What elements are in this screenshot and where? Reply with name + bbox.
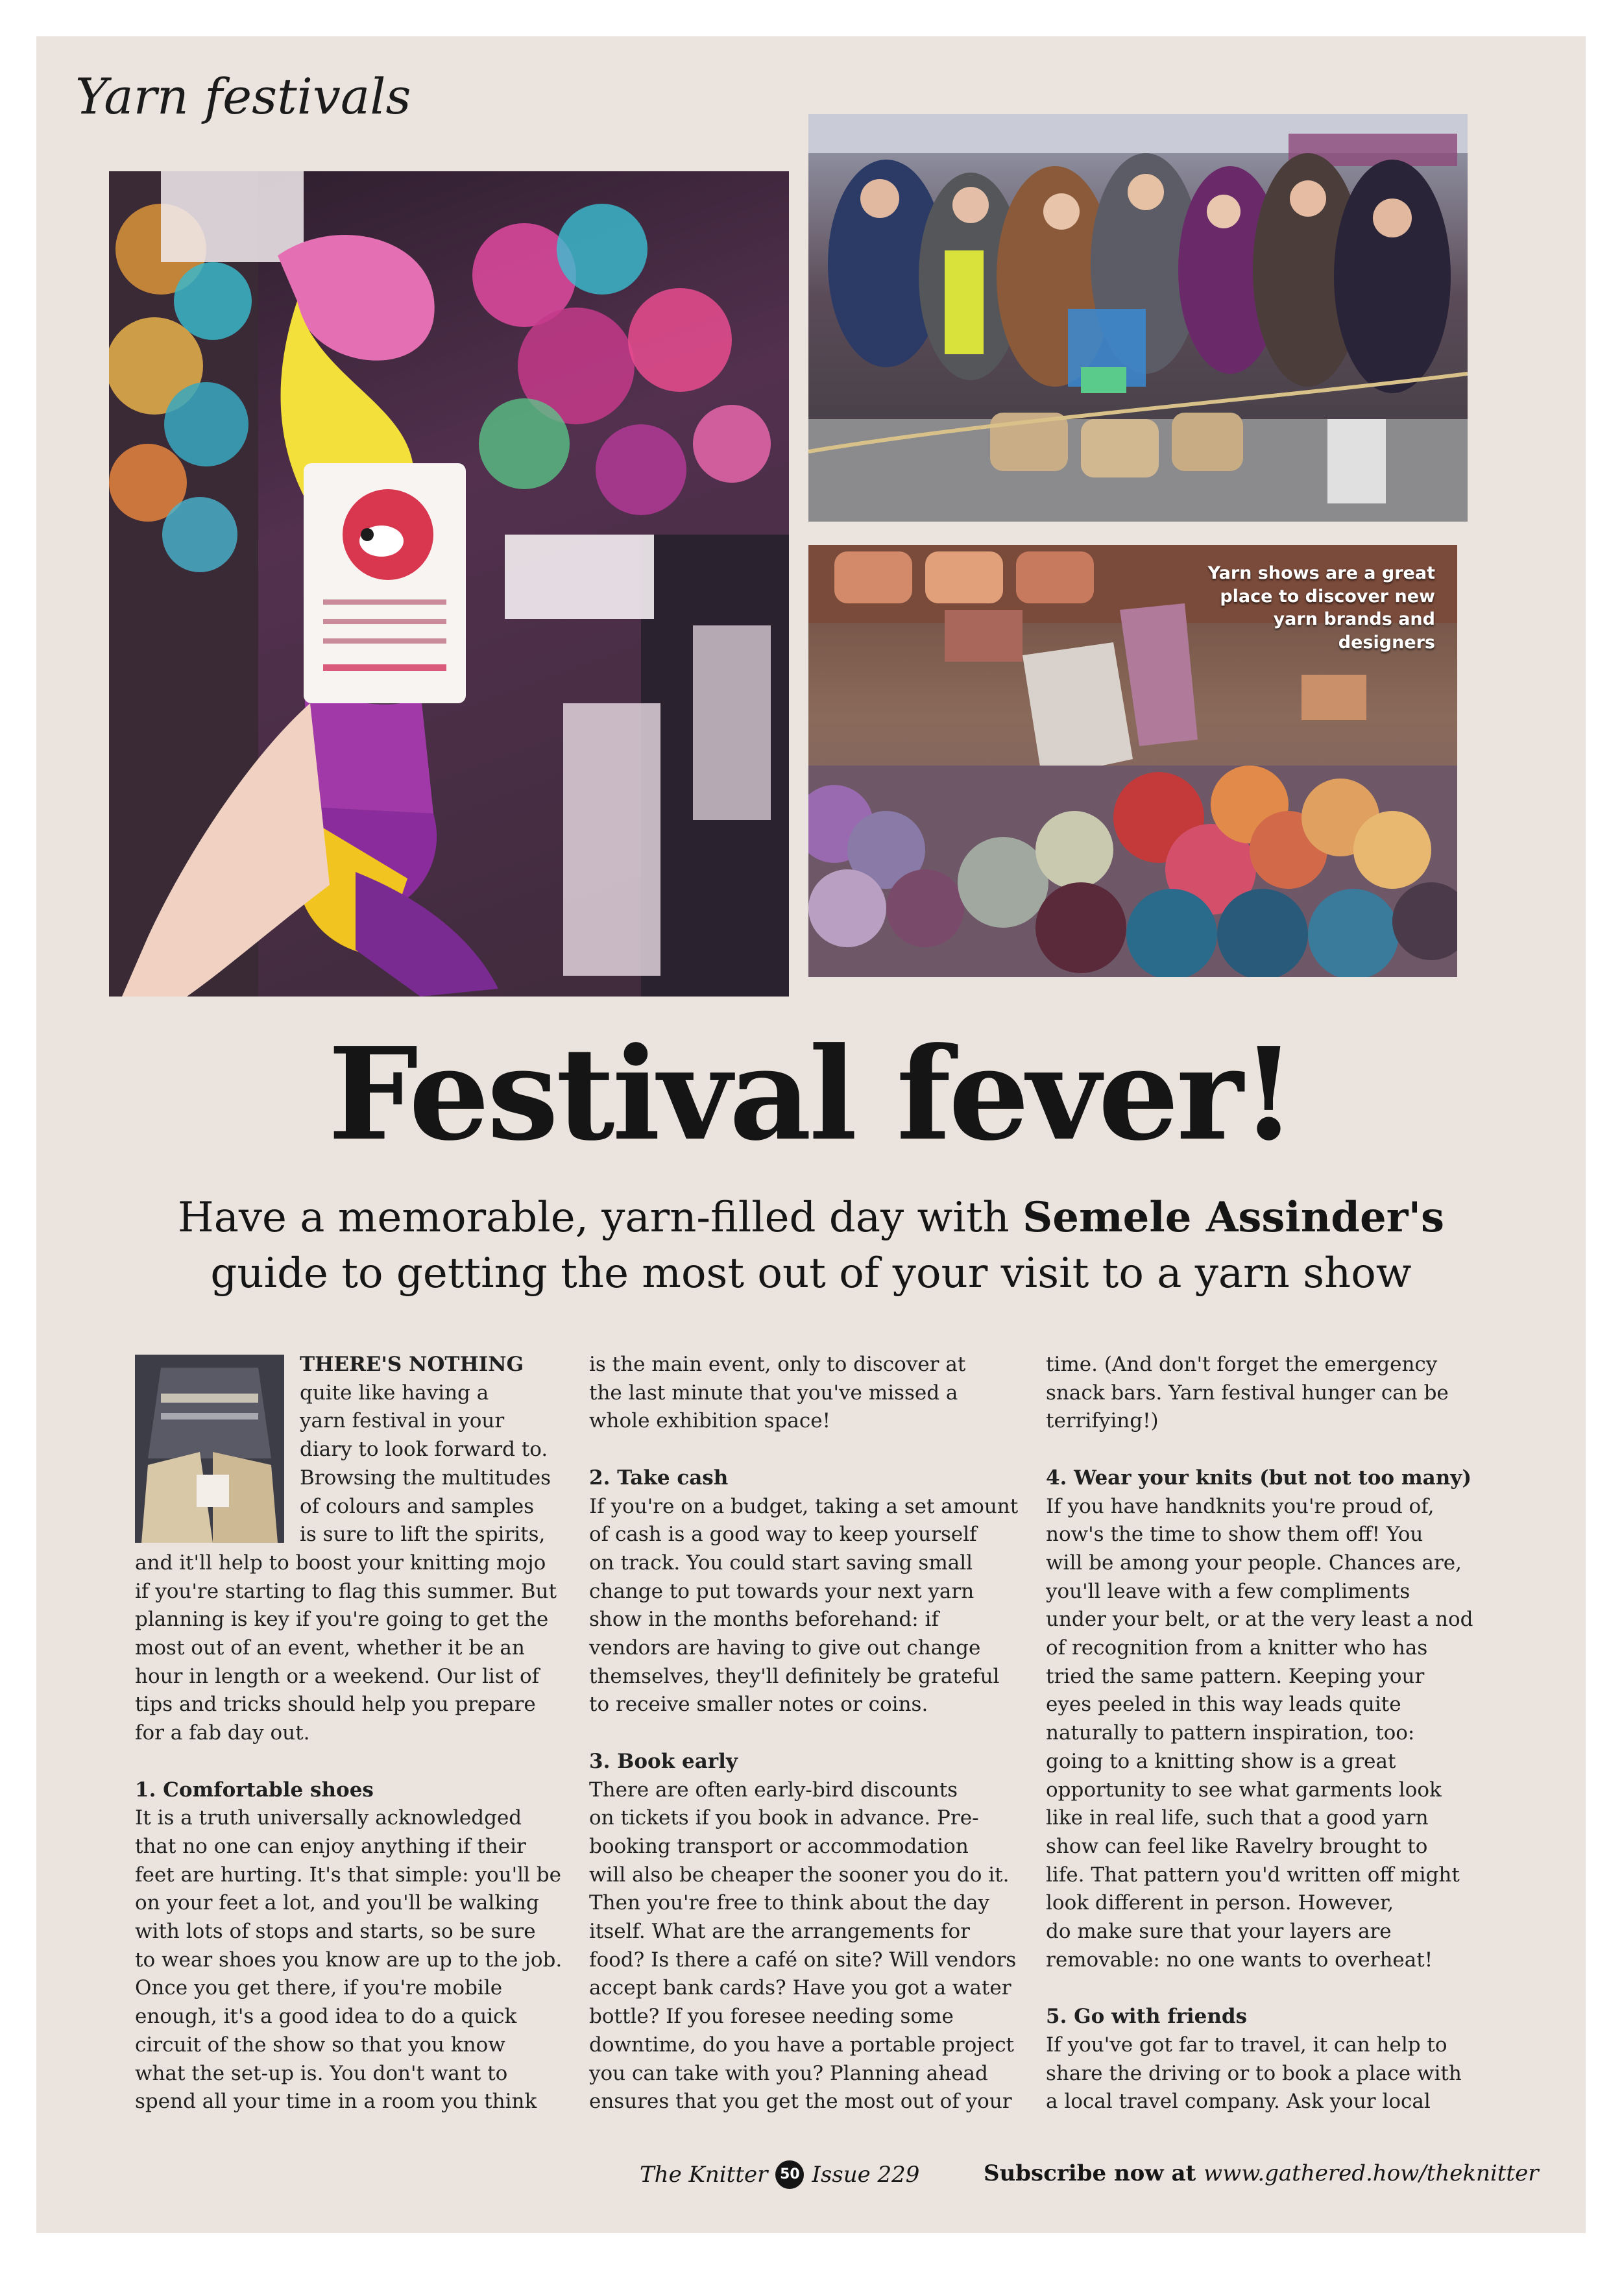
magazine-page [36, 36, 1586, 2233]
body-line: whole exhibition space! [589, 1409, 830, 1433]
intro-line: tips and tricks should help you prepare [135, 1693, 536, 1717]
body-line: will also be cheaper the sooner you do it. [589, 1863, 1010, 1887]
body-line: removable: no one wants to overheat! [1046, 1948, 1433, 1972]
body-line: do make sure that your layers are [1046, 1920, 1392, 1944]
body-line: that no one can enjoy anything if their [135, 1834, 526, 1858]
body-line: circuit of the show so that you know [135, 2033, 505, 2057]
issue-number: Issue 229 [812, 2162, 920, 2188]
headline: Festival fever! [328, 1020, 1294, 1169]
body-line: of cash is a good way to keep yourself [589, 1523, 977, 1547]
festival-crowd-photo [808, 114, 1468, 522]
body-line: Then you're free to think about the day [589, 1891, 989, 1915]
body-line: show can feel like Ravelry brought to [1046, 1834, 1428, 1858]
body-line: change to put towards your next yarn [589, 1579, 974, 1603]
yarn-skein-photo [109, 171, 789, 997]
standfirst [134, 1190, 1488, 1301]
intro-line: if you're starting to flag this summer. But [135, 1579, 557, 1603]
standfirst-text-2: guide to getting the most out of your visit to a yarn show [210, 1250, 1412, 1298]
body-line: you can take with you? Planning ahead [589, 2061, 988, 2085]
intro-line: for a fab day out. [135, 1721, 310, 1745]
body-line: terrifying!) [1046, 1409, 1159, 1433]
section-tag: Yarn festivals [75, 67, 411, 125]
author-name: Semele Assinder's [1023, 1193, 1445, 1242]
subheading: 4. Wear your knits (but not too many) [1046, 1466, 1471, 1490]
body-line: naturally to pattern inspiration, too: [1046, 1721, 1415, 1745]
intro-line: of colours and samples [300, 1494, 535, 1518]
subscribe-link[interactable]: www.gathered.how/theknitter [1204, 2160, 1539, 2186]
body-line: on track. You could start saving small [589, 1551, 973, 1575]
body-line: opportunity to see what garments look [1046, 1778, 1442, 1802]
intro-line: hour in length or a weekend. Our list of [135, 1664, 540, 1688]
body-line: you'll leave with a few compliments [1046, 1579, 1410, 1603]
body-line: spend all your time in a room you think [135, 2090, 537, 2114]
body-line: accept bank cards? Have you got a water [589, 1976, 1011, 2000]
body-line: going to a knitting show is a great [1046, 1749, 1396, 1773]
body-line: life. That pattern you'd written off might [1046, 1863, 1460, 1887]
photo-caption: Yarn shows are a great place to discover new yarn brands and designers [1207, 563, 1435, 653]
yarn-stall-photo [808, 545, 1457, 977]
body-line: to wear shoes you know are up to the job. [135, 1948, 563, 1972]
intro-line: diary to look forward to. [300, 1438, 548, 1462]
body-line: will be among your people. Chances are, [1046, 1551, 1462, 1575]
body-line: time. (And don't forget the emergency [1046, 1353, 1438, 1376]
body-line: It is a truth universally acknowledged [135, 1806, 522, 1830]
intro-line: yarn festival in your [300, 1409, 505, 1433]
subheading: 2. Take cash [589, 1466, 729, 1490]
subscribe-text: Subscribe now at [984, 2160, 1204, 2186]
body-line: snack bars. Yarn festival hunger can be [1046, 1381, 1449, 1405]
body-line: Once you get there, if you're mobile [135, 1976, 503, 2000]
article-column-1 [135, 1351, 583, 2116]
body-line: tried the same pattern. Keeping your [1046, 1664, 1425, 1688]
body-line: show in the months beforehand: if [589, 1608, 939, 1632]
body-line: share the driving or to book a place with [1046, 2061, 1462, 2085]
body-line: vendors are having to give out change [589, 1636, 981, 1660]
subheading: 1. Comfortable shoes [135, 1778, 374, 1802]
body-line: on your feet a lot, and you'll be walking [135, 1891, 539, 1915]
intro-line: and it'll help to boost your knitting mojo [135, 1551, 546, 1575]
standfirst-text: Have a memorable, yarn-filled day with [177, 1194, 1023, 1242]
body-line: a local travel company. Ask your local [1046, 2090, 1431, 2114]
lead-in: THERE'S NOTHING [300, 1353, 524, 1376]
body-line: ensures that you get the most out of your [589, 2090, 1012, 2114]
body-line: itself. What are the arrangements for [589, 1920, 971, 1944]
subheading: 3. Book early [589, 1749, 738, 1773]
body-line: what the set-up is. You don't want to [135, 2061, 508, 2085]
article-column-3 [1046, 1351, 1494, 2116]
body-line: booking transport or accommodation [589, 1834, 969, 1858]
body-line: of recognition from a knitter who has [1046, 1636, 1428, 1660]
body-line: If you've got far to travel, it can help to [1046, 2033, 1447, 2057]
body-line: If you're on a budget, taking a set amount [589, 1494, 1019, 1518]
body-line: enough, it's a good idea to do a quick [135, 2005, 517, 2029]
body-line: to receive smaller notes or coins. [589, 1693, 928, 1717]
article-column-2 [589, 1351, 1037, 2116]
magazine-name: The Knitter [640, 2162, 768, 2188]
body-line: If you have handknits you're proud of, [1046, 1494, 1434, 1518]
body-line: eyes peeled in this way leads quite [1046, 1693, 1401, 1717]
body-line: themselves, they'll definitely be grateful [589, 1664, 1000, 1688]
page-number: 50 [775, 2160, 804, 2189]
body-line: under your belt, or at the very least a nod [1046, 1608, 1473, 1632]
body-line: downtime, do you have a portable project [589, 2033, 1015, 2057]
body-line: bottle? If you foresee needing some [589, 2005, 954, 2029]
subheading: 5. Go with friends [1046, 2005, 1248, 2029]
intro-line: planning is key if you're going to get the [135, 1608, 549, 1632]
body-line: like in real life, such that a good yarn [1046, 1806, 1429, 1830]
body-line: look different in person. However, [1046, 1891, 1394, 1915]
body-line: on tickets if you book in advance. Pre- [589, 1806, 979, 1830]
body-line: feet are hurting. It's that simple: you'll be [135, 1863, 561, 1887]
intro-line: quite like having a [300, 1381, 489, 1405]
intro-line: Browsing the multitudes [300, 1466, 551, 1490]
body-line: There are often early-bird discounts [589, 1778, 958, 1802]
intro-line: most out of an event, whether it be an [135, 1636, 525, 1660]
body-line: now's the time to show them off! You [1046, 1523, 1423, 1547]
footer-issue [640, 2160, 919, 2189]
intro-line: is sure to lift the spirits, [300, 1523, 546, 1547]
footer-subscribe [984, 2160, 1538, 2186]
body-line: food? Is there a café on site? Will vendors [589, 1948, 1017, 1972]
body-line: the last minute that you've missed a [589, 1381, 958, 1405]
body-line: with lots of stops and starts, so be sure [135, 1920, 536, 1944]
body-line: is the main event, only to discover at [589, 1353, 966, 1376]
